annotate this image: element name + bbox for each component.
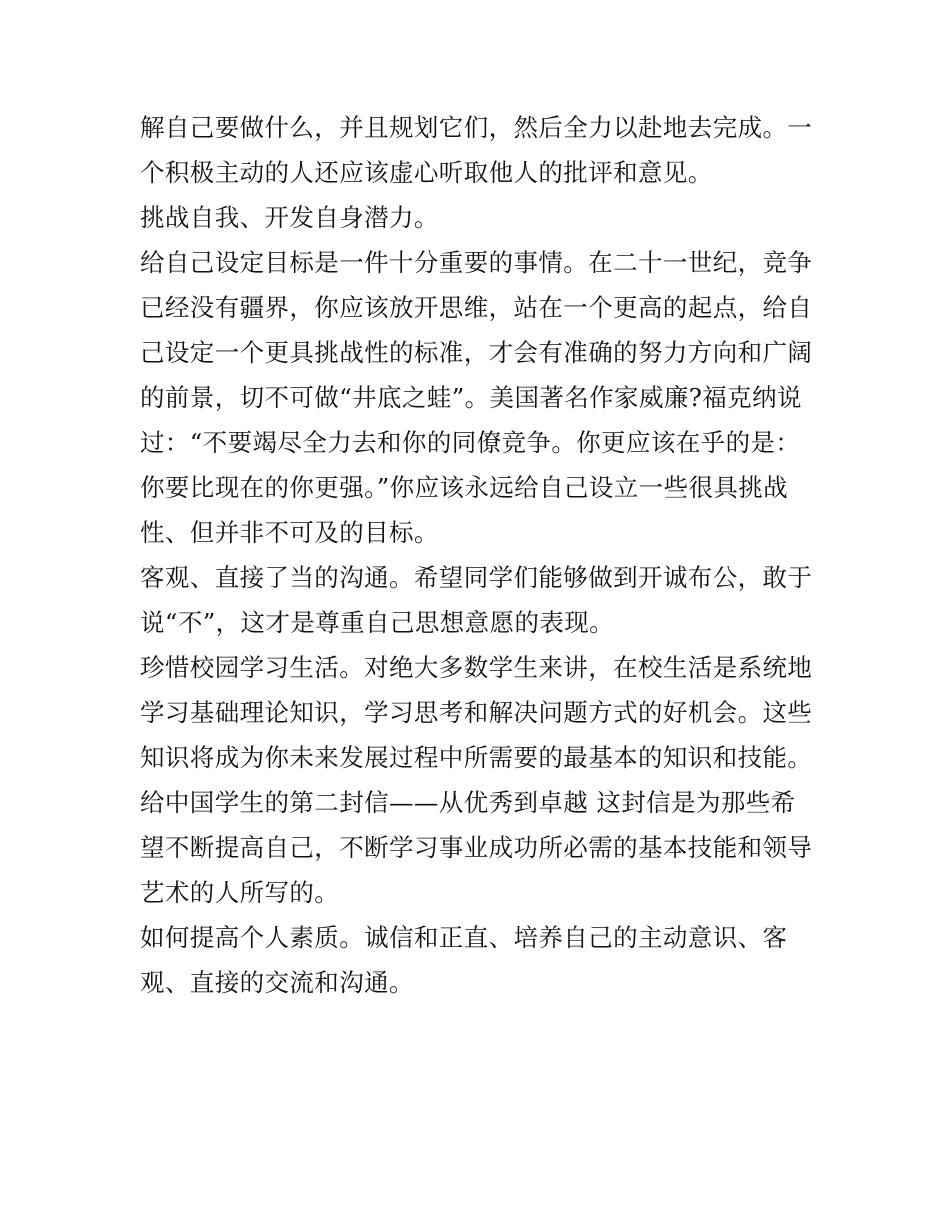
- text-line: 望不断提高自己，不断学习事业成功所必需的基本技能和领导: [140, 833, 813, 862]
- text-line: 学习基础理论知识，学习思考和解决问题方式的好机会。这些: [140, 698, 813, 727]
- text-line: 知识将成为你未来发展过程中所需要的最基本的知识和技能。: [140, 743, 813, 772]
- text-line: 如何提高个人素质。诚信和正直、培养自己的主动意识、客: [140, 923, 788, 952]
- text-line: 客观、直接了当的沟通。希望同学们能够做到开诚布公，敢于: [140, 563, 813, 592]
- text-line: 给中国学生的第二封信——从优秀到卓越 这封信是为那些希: [140, 788, 796, 817]
- text-line: 己设定一个更具挑战性的标准，才会有准确的努力方向和广阔: [140, 338, 813, 367]
- text-line: 的前景，切不可做“井底之蛙”。美国著名作家威廉?福克纳说: [140, 383, 802, 412]
- text-line: 已经没有疆界，你应该放开思维，站在一个更高的起点，给自: [140, 293, 813, 322]
- text-line: 挑战自我、开发自身潜力。: [140, 203, 439, 232]
- text-line: 艺术的人所写的。: [140, 878, 340, 907]
- document-body: [140, 105, 820, 1005]
- text-line: 观、直接的交流和沟通。: [140, 968, 414, 997]
- text-line: 性、但并非不可及的目标。: [140, 518, 439, 547]
- text-line: 解自己要做什么，并且规划它们，然后全力以赴地去完成。一: [140, 113, 813, 142]
- text-line: 过：“不要竭尽全力去和你的同僚竞争。你更应该在乎的是：: [140, 428, 801, 457]
- text-line: 你要比现在的你更强。”你应该永远给自己设立一些很具挑战: [140, 473, 789, 502]
- text-line: 说“不”，这才是尊重自己思想意愿的表现。: [140, 608, 615, 637]
- text-line: 个积极主动的人还应该虚心听取他人的批评和意见。: [140, 158, 713, 187]
- text-line: 珍惜校园学习生活。对绝大多数学生来讲，在校生活是系统地: [140, 653, 813, 682]
- text-line: 给自己设定目标是一件十分重要的事情。在二十一世纪，竞争: [140, 248, 813, 277]
